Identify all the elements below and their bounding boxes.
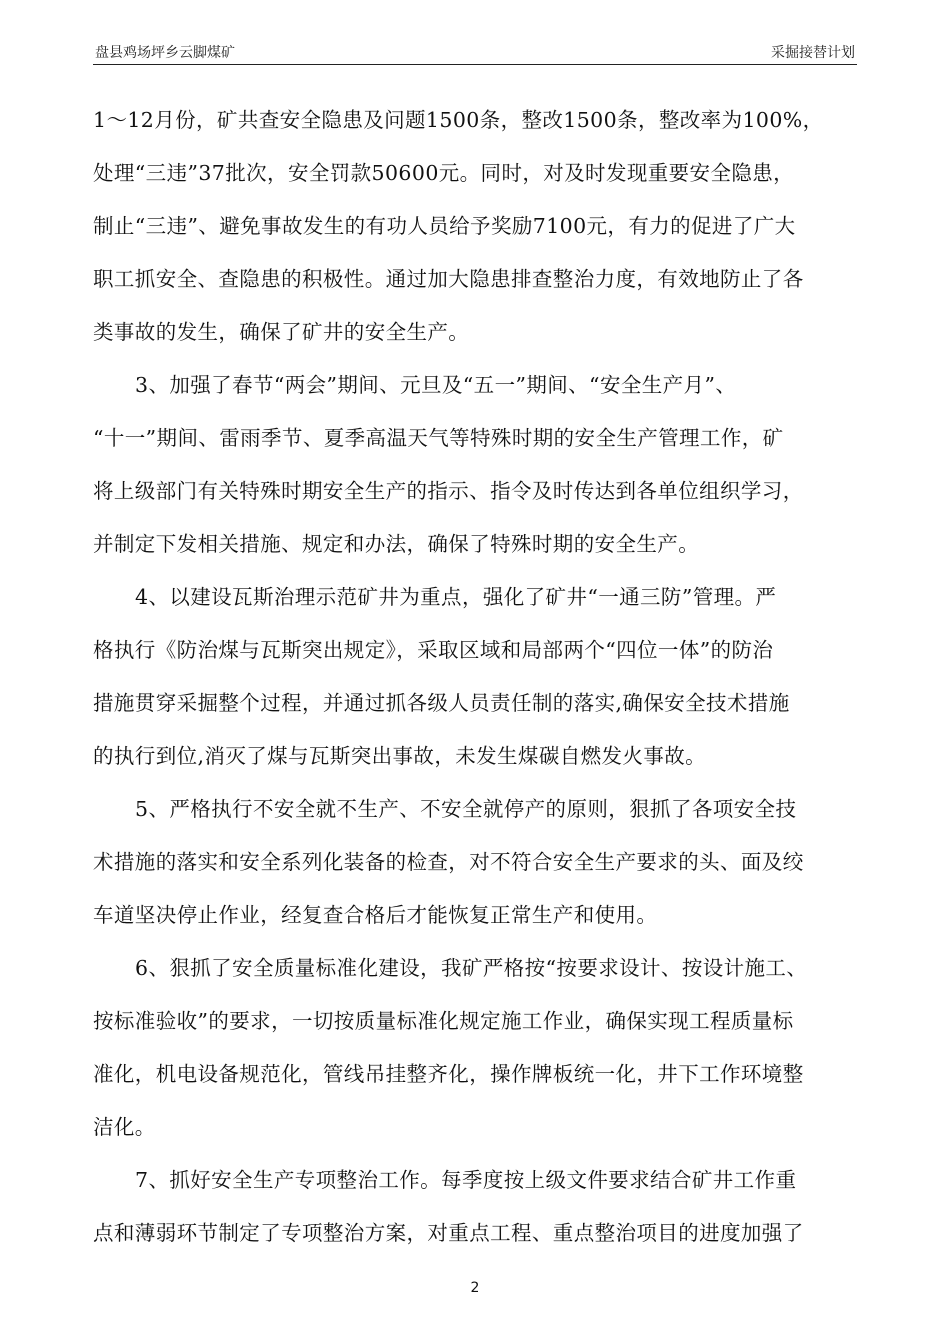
text-line: 制止“三违”、避免事故发生的有功人员给予奖励7100元，有力的促进了广大 bbox=[93, 214, 796, 238]
text-line: 将上级部门有关特殊时期安全生产的指示、指令及时传达到各单位组织学习， bbox=[93, 479, 804, 503]
document-body bbox=[93, 94, 859, 1260]
text-line: “十一”期间、雷雨季节、夏季高温天气等特殊时期的安全生产管理工作，矿 bbox=[93, 426, 784, 450]
text-line: 格执行《防治煤与瓦斯突出规定》，采取区域和局部两个“四位一体”的防治 bbox=[93, 638, 774, 662]
text-line: 处理“三违”37批次，安全罚款50600元。同时，对及时发现重要安全隐患， bbox=[93, 161, 795, 185]
text-line: 类事故的发生，确保了矿井的安全生产。 bbox=[93, 320, 470, 344]
paragraph-5-start: 5、严格执行不安全就不生产、不安全就停产的原则，狠抓了各项安全技 bbox=[135, 797, 797, 821]
paragraph-7-start: 7、抓好安全生产专项整治工作。每季度按上级文件要求结合矿井工作重 bbox=[135, 1168, 797, 1192]
text-line: 车道坚决停止作业，经复查合格后才能恢复正常生产和使用。 bbox=[93, 903, 658, 927]
text-line: 职工抓安全、查隐患的积极性。通过加大隐患排查整治力度，有效地防止了各 bbox=[93, 267, 804, 291]
page-number: 2 bbox=[470, 1280, 480, 1296]
text-line: 洁化。 bbox=[93, 1115, 156, 1139]
text-line: 措施贯穿采掘整个过程，并通过抓各级人员责任制的落实,确保安全技术措施 bbox=[93, 691, 790, 715]
paragraph-6-start: 6、狠抓了安全质量标准化建设，我矿严格按“按要求设计、按设计施工、 bbox=[135, 956, 808, 980]
text-line: 并制定下发相关措施、规定和办法，确保了特殊时期的安全生产。 bbox=[93, 532, 700, 556]
header-company: 盘县鸡场坪乡云脚煤矿 bbox=[95, 45, 235, 61]
page-header bbox=[93, 38, 857, 65]
paragraph-3-start: 3、加强了春节“两会”期间、元旦及“五一”期间、“安全生产月”、 bbox=[135, 373, 737, 397]
text-line: 点和薄弱环节制定了专项整治方案，对重点工程、重点整治项目的进度加强了 bbox=[93, 1221, 804, 1245]
text-line: 按标准验收”的要求，一切按质量标准化规定施工作业，确保实现工程质量标 bbox=[93, 1009, 794, 1033]
text-line: 术措施的落实和安全系列化装备的检查，对不符合安全生产要求的头、面及绞 bbox=[93, 850, 804, 874]
text-line: 1～12月份，矿共查安全隐患及问题1500条，整改1500条，整改率为100%， bbox=[93, 108, 824, 132]
text-line: 准化，机电设备规范化，管线吊挂整齐化，操作牌板统一化，井下工作环境整 bbox=[93, 1062, 804, 1086]
header-doc-title: 采掘接替计划 bbox=[771, 45, 855, 61]
paragraph-4-start: 4、以建设瓦斯治理示范矿井为重点，强化了矿井“一通三防”管理。严 bbox=[135, 585, 777, 609]
text-line: 的执行到位,消灭了煤与瓦斯突出事故，未发生煤碳自燃发火事故。 bbox=[93, 744, 707, 768]
